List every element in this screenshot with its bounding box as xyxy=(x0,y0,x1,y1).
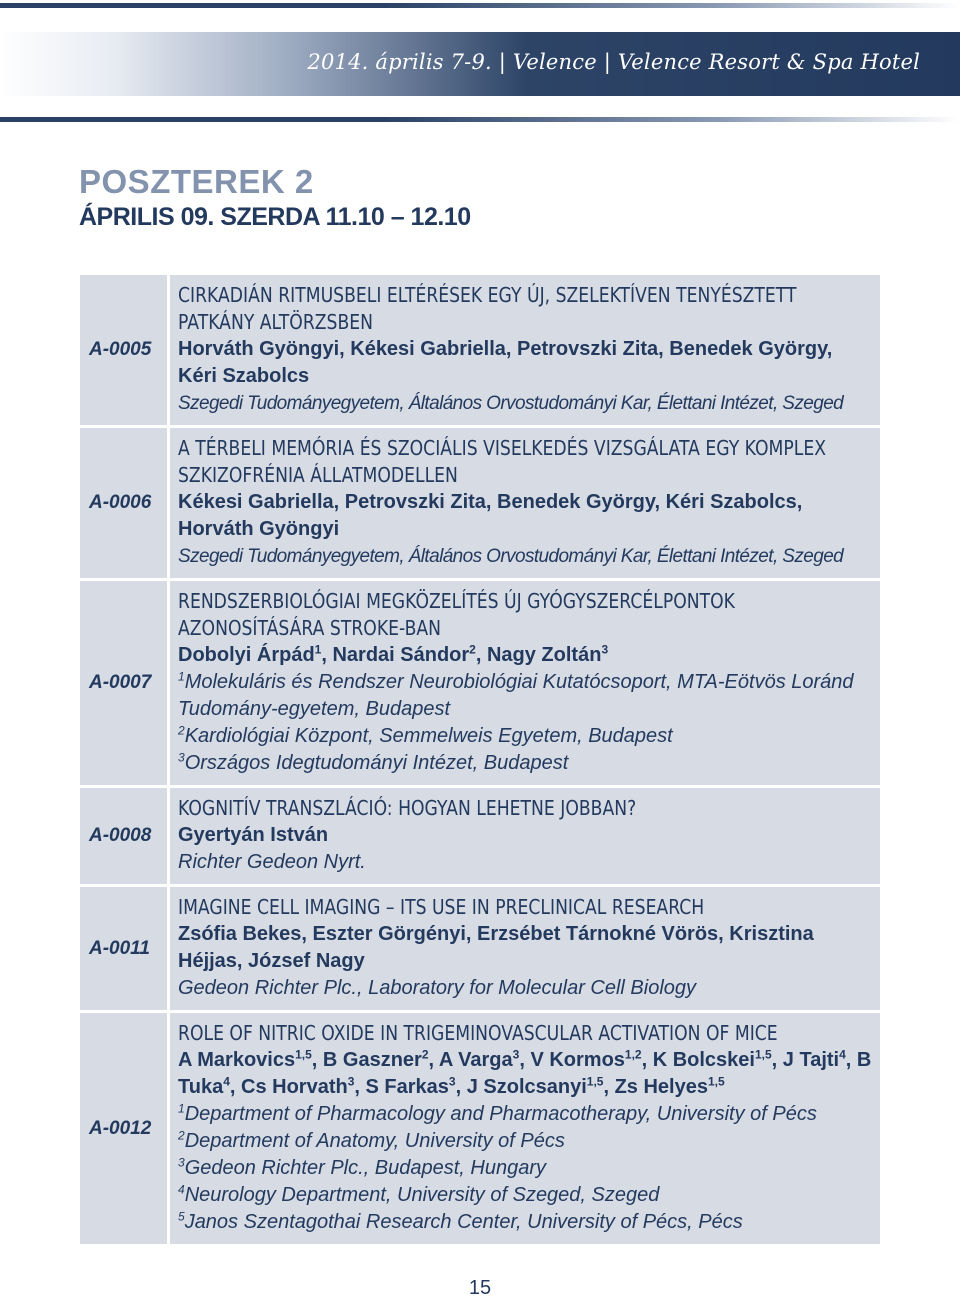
poster-title: IMAGINE CELL IMAGING – ITS USE IN PRECLINICAL RESEARCH xyxy=(178,895,705,919)
event-banner xyxy=(0,32,960,96)
affil-number: 3 xyxy=(178,1155,185,1170)
section-title: POSZTEREK 2 xyxy=(79,163,314,200)
poster-details xyxy=(170,275,880,425)
poster-affiliation: Szegedi Tudományegyetem, Általános Orvostudományi Kar, Élettani Intézet, Szeged xyxy=(178,546,844,567)
author-affil-ref: 1,5 xyxy=(707,1074,725,1089)
author-name: , J Tajti xyxy=(771,1049,840,1071)
poster-authors xyxy=(178,642,872,669)
affil-text: Janos Szentagothai Research Center, University of Pécs, Pécs xyxy=(184,1211,743,1233)
bottom-rule xyxy=(0,117,960,122)
poster-row xyxy=(80,581,880,785)
affil-number: 1 xyxy=(178,1101,185,1116)
poster-affiliation xyxy=(178,723,872,750)
affil-number: 2 xyxy=(178,723,185,738)
author-affil-ref: 3 xyxy=(448,1074,456,1089)
poster-details xyxy=(170,581,880,785)
affil-text: Molekuláris és Rendszer Neurobiológiai Kutatócsoport, MTA-Eötvös Loránd Tudomány-egyetem, Budapest xyxy=(178,671,854,720)
author-affil-ref: 1,2 xyxy=(624,1047,642,1062)
poster-authors: Kékesi Gabriella, Petrovszki Zita, Benedek György, Kéri Szabolcs, Horváth Gyöngyi xyxy=(178,491,803,540)
affil-number: 5 xyxy=(178,1209,185,1224)
poster-affiliation: Richter Gedeon Nyrt. xyxy=(178,851,366,873)
poster-title: ROLE OF NITRIC OXIDE IN TRIGEMINOVASCULAR ACTIVATION OF MICE xyxy=(178,1021,778,1045)
author-affil-ref: 1 xyxy=(314,642,322,657)
section-subtitle: ÁPRILIS 09. SZERDA 11.10 – 12.10 xyxy=(79,203,471,231)
poster-authors: Zsófia Bekes, Eszter Görgényi, Erzsébet Tárnokné Vörös, Krisztina Héjjas, József Nagy xyxy=(178,923,814,972)
author-affil-ref: 4 xyxy=(223,1074,230,1089)
author-affil-ref: 1,5 xyxy=(754,1047,772,1062)
poster-code: A-0005 xyxy=(80,275,167,425)
affil-number: 4 xyxy=(178,1182,185,1197)
poster-title: CIRKADIÁN RITMUSBELI ELTÉRÉSEK EGY ÚJ, SZELEKTÍVEN TENYÉSZTETT PATKÁNY ALTÖRZSBEN xyxy=(178,283,797,334)
author-name: , V Kormos xyxy=(519,1049,625,1071)
poster-affiliation xyxy=(178,1128,872,1155)
affil-number: 2 xyxy=(178,1128,185,1143)
poster-title: KOGNITÍV TRANSZLÁCIÓ: HOGYAN LEHETNE JOBBAN? xyxy=(178,796,637,820)
poster-affiliation xyxy=(178,1182,872,1209)
poster-code: A-0008 xyxy=(80,788,167,884)
affil-text: Országos Idegtudományi Intézet, Budapest xyxy=(184,752,569,774)
affil-number: 3 xyxy=(178,750,185,765)
poster-details xyxy=(170,1013,880,1244)
poster-authors: Horváth Gyöngyi, Kékesi Gabriella, Petrovszki Zita, Benedek György, Kéri Szabolcs xyxy=(178,338,833,387)
page-number: 15 xyxy=(468,1277,492,1299)
poster-affiliation: Gedeon Richter Plc., Laboratory for Molecular Cell Biology xyxy=(178,977,697,999)
author-name: A Markovics xyxy=(178,1049,296,1071)
poster-row xyxy=(80,887,880,1010)
poster-row xyxy=(80,1013,880,1244)
author-name: , B Tuka xyxy=(178,1049,872,1098)
poster-table xyxy=(80,275,880,1247)
poster-code: A-0006 xyxy=(80,428,167,578)
poster-title: RENDSZERBIOLÓGIAI MEGKÖZELÍTÉS ÚJ GYÓGYSZERCÉLPONTOK AZONOSÍTÁSÁRA STROKE-BAN xyxy=(178,589,735,640)
affil-text: Department of Pharmacology and Pharmacotherapy, University of Pécs xyxy=(184,1103,817,1125)
poster-details xyxy=(170,788,880,884)
author-name: , Nagy Zoltán xyxy=(475,644,602,666)
poster-code: A-0007 xyxy=(80,581,167,785)
author-affil-ref: 3 xyxy=(347,1074,355,1089)
poster-row xyxy=(80,788,880,884)
author-name: , B Gaszner xyxy=(311,1049,422,1071)
author-affil-ref: 3 xyxy=(512,1047,520,1062)
author-affil-ref: 1,5 xyxy=(586,1074,604,1089)
poster-row xyxy=(80,275,880,425)
author-name: , S Farkas xyxy=(354,1076,449,1098)
poster-affiliation xyxy=(178,1209,872,1236)
poster-affiliation xyxy=(178,1155,872,1182)
poster-details xyxy=(170,428,880,578)
poster-affiliation xyxy=(178,750,872,777)
affil-text: Neurology Department, University of Szeged, Szeged xyxy=(184,1184,660,1206)
poster-code: A-0011 xyxy=(80,887,167,1010)
poster-row xyxy=(80,428,880,578)
poster-details xyxy=(170,887,880,1010)
author-affil-ref: 1,5 xyxy=(295,1047,312,1062)
author-name: , K Bolcskei xyxy=(641,1049,755,1071)
author-affil-ref: 3 xyxy=(601,642,609,657)
affil-text: Kardiológiai Központ, Semmelweis Egyetem, Budapest xyxy=(184,725,673,747)
author-affil-ref: 4 xyxy=(839,1047,846,1062)
top-rule xyxy=(0,3,960,8)
author-name: , Cs Horvath xyxy=(229,1076,348,1098)
poster-code: A-0012 xyxy=(80,1013,167,1244)
author-name: , Zs Helyes xyxy=(603,1076,708,1098)
author-name: Dobolyi Árpád xyxy=(178,644,315,666)
author-name: , A Varga xyxy=(428,1049,513,1071)
poster-affiliation xyxy=(178,1101,872,1128)
affil-text: Gedeon Richter Plc., Budapest, Hungary xyxy=(184,1157,546,1179)
author-name: , J Szolcsanyi xyxy=(455,1076,587,1098)
author-affil-ref: 2 xyxy=(469,642,476,657)
poster-authors: Gyertyán István xyxy=(178,824,329,846)
poster-affiliation xyxy=(178,669,872,723)
affil-text: Department of Anatomy, University of Pécs xyxy=(184,1130,565,1152)
author-affil-ref: 2 xyxy=(421,1047,429,1062)
poster-authors xyxy=(178,1047,872,1101)
poster-title: A TÉRBELI MEMÓRIA ÉS SZOCIÁLIS VISELKEDÉS VIZSGÁLATA EGY KOMPLEX SZKIZOFRÉNIA ÁLLATMODELLEN xyxy=(178,436,827,487)
author-name: , Nardai Sándor xyxy=(321,644,470,666)
affil-number: 1 xyxy=(178,669,185,684)
event-banner-text: 2014. április 7-9. | Velence | Velence Resort & Spa Hotel xyxy=(307,50,920,74)
poster-affiliation: Szegedi Tudományegyetem, Általános Orvostudományi Kar, Élettani Intézet, Szeged xyxy=(178,393,844,414)
